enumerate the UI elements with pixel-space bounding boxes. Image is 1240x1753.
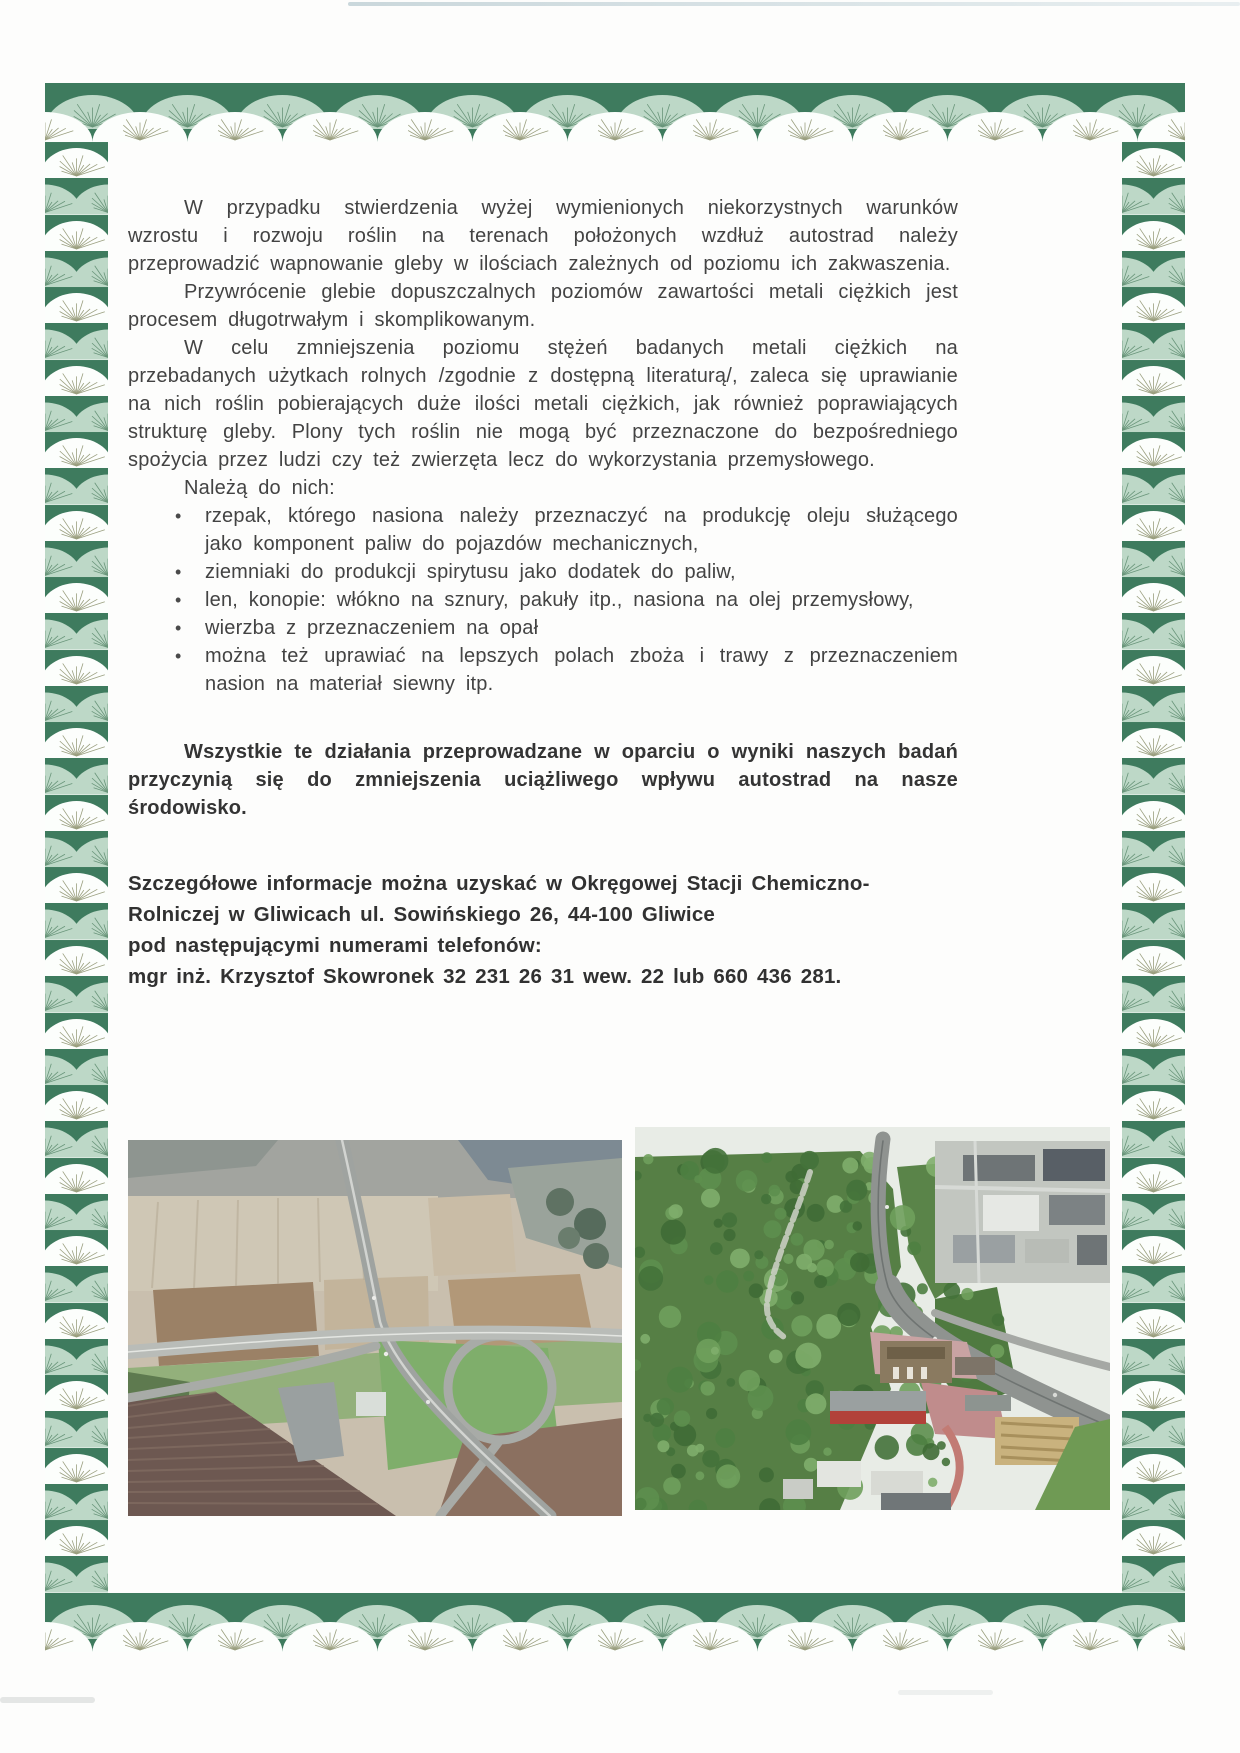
fan-pattern-tile <box>1122 1085 1185 1158</box>
list-item-text: len, konopie: włókno na sznury, pakuły itp., nasiona na olej przemysłowy, <box>205 589 914 611</box>
fan-pattern-tile <box>45 1303 108 1376</box>
fan-pattern-tile <box>45 215 108 288</box>
list-item-text: można też uprawiać na lepszych polach zboża i trawy z przeznaczeniem nasion na materiał siewny itp. <box>205 645 958 695</box>
fan-pattern-tile <box>900 83 995 142</box>
fan-pattern-tile <box>1122 940 1185 1013</box>
fan-pattern-tile <box>520 83 615 142</box>
crop-bullet-list <box>128 502 958 698</box>
list-item <box>175 586 958 614</box>
list-intro: Należą do nich: <box>184 477 335 499</box>
contact-line: pod następującymi numerami telefonów: <box>128 934 542 957</box>
decorative-border-top <box>45 83 1185 142</box>
red-roof-building <box>830 1411 926 1424</box>
fan-pattern-tile <box>1122 142 1185 215</box>
fan-pattern-tile <box>45 1593 140 1652</box>
fan-pattern-tile <box>1122 1158 1185 1231</box>
fan-pattern-tile <box>1122 360 1185 433</box>
fan-pattern-tile <box>1122 1230 1185 1303</box>
contact-line: mgr inż. Krzysztof Skowronek 32 231 26 31 wew. 22 lub 660 436 281. <box>128 965 842 988</box>
fan-pattern-tile <box>1122 650 1185 723</box>
fan-pattern-tile <box>1122 1375 1185 1448</box>
fan-pattern-tile <box>615 83 710 142</box>
fan-pattern-tile <box>45 142 108 215</box>
fan-pattern-tile <box>995 1593 1090 1652</box>
fan-pattern-tile <box>710 83 805 142</box>
fan-pattern-tile <box>1122 1520 1185 1593</box>
fan-pattern-tile <box>330 83 425 142</box>
decorative-border-left <box>45 142 108 1593</box>
bullet-icon: • <box>175 562 182 582</box>
fan-pattern-tile <box>140 83 235 142</box>
list-item-text: wierzba z przeznaczeniem na opał <box>205 617 539 639</box>
scan-artifact-bottom-left <box>0 1697 95 1703</box>
fan-pattern-tile <box>45 1448 108 1521</box>
fan-pattern-tile <box>1122 1303 1185 1376</box>
fan-pattern-tile <box>1090 83 1185 142</box>
fan-pattern-tile <box>1122 577 1185 650</box>
fan-pattern-tile <box>1122 1013 1185 1086</box>
fan-pattern-tile <box>45 1375 108 1448</box>
fan-pattern-tile <box>45 1013 108 1086</box>
fan-pattern-tile <box>140 1593 235 1652</box>
fan-pattern-tile <box>45 360 108 433</box>
aerial-photo-motorway-interchange <box>128 1140 622 1516</box>
fan-pattern-tile <box>45 1085 108 1158</box>
fan-pattern-tile <box>45 940 108 1013</box>
list-item-text: ziemniaki do produkcji spirytusu jako dodatek do paliw, <box>205 561 736 583</box>
fan-pattern-tile <box>710 1593 805 1652</box>
list-item <box>175 614 958 642</box>
fan-pattern-tile <box>1122 432 1185 505</box>
scan-artifact-bottom-right <box>898 1690 993 1695</box>
fan-pattern-tile <box>45 722 108 795</box>
fan-pattern-tile <box>1122 867 1185 940</box>
fan-pattern-tile <box>45 650 108 723</box>
list-item <box>175 502 958 558</box>
emphasis-paragraph: Wszystkie te działania przeprowadzane w oparciu o wyniki naszych badań przyczynią się do zmniejszenia uciążliwego wpływu autostrad na nasze środowisko. <box>128 741 958 819</box>
paragraph-crops: W celu zmniejszenia poziomu stężeń badanych metali ciężkich na przebadanych użytkach rolnych /zgodnie z dostępną literaturą/, zaleca się uprawianie na nich roślin pobierających duże ilości metali ciężkich, jak również poprawiających strukturę gleby. Plony tych roślin nie mogą być przeznaczone do bezpośredniego spożycia przez ludzi czy też zwierzęta lecz do wykorzystania przemysłowego. <box>128 337 958 471</box>
contact-line: Rolniczej w Gliwicach ul. Sowińskiego 26, 44-100 Gliwice <box>128 903 716 926</box>
fan-pattern-tile <box>1122 722 1185 795</box>
fan-pattern-tile <box>900 1593 995 1652</box>
bullet-icon: • <box>175 618 182 638</box>
list-item-text: rzepak, którego nasiona należy przeznaczyć na produkcję oleju służącego jako komponent paliw do pojazdów mechanicznych, <box>205 505 958 555</box>
fan-pattern-tile <box>1090 1593 1185 1652</box>
fan-pattern-tile <box>520 1593 615 1652</box>
fan-pattern-tile <box>45 83 140 142</box>
paragraph-liming: W przypadku stwierdzenia wyżej wymienionych niekorzystnych warunków wzrostu i rozwoju roślin na terenach położonych wzdłuż autostrad należy przeprowadzić wapnowanie gleby w ilościach zależnych od poziomu ich zakwaszenia. <box>128 197 958 275</box>
bullet-icon: • <box>175 506 182 526</box>
fan-pattern-tile <box>45 1520 108 1593</box>
fan-pattern-tile <box>1122 795 1185 868</box>
fan-pattern-tile <box>235 83 330 142</box>
fan-pattern-tile <box>1122 1448 1185 1521</box>
industrial-area <box>935 1141 1110 1283</box>
fan-pattern-tile <box>615 1593 710 1652</box>
fan-pattern-tile <box>1122 215 1185 288</box>
fan-pattern-tile <box>1122 287 1185 360</box>
contact-block <box>128 868 958 992</box>
scan-artifact-top <box>348 2 1240 6</box>
fan-pattern-tile <box>995 83 1090 142</box>
aerial-photo-forest-highway <box>635 1127 1110 1510</box>
fan-pattern-tile <box>425 83 520 142</box>
fan-pattern-tile <box>45 867 108 940</box>
fan-pattern-tile <box>45 287 108 360</box>
paragraph-restoration: Przywrócenie glebie dopuszczalnych poziomów zawartości metali ciężkich jest procesem długotrwałym i skomplikowanym. <box>128 281 958 331</box>
decorative-border-bottom <box>45 1593 1185 1652</box>
bullet-icon: • <box>175 646 182 666</box>
fan-pattern-tile <box>805 83 900 142</box>
fan-pattern-tile <box>45 1230 108 1303</box>
list-item <box>175 642 958 698</box>
fan-pattern-tile <box>45 795 108 868</box>
bullet-icon: • <box>175 590 182 610</box>
decorative-border-right <box>1122 142 1185 1593</box>
fan-pattern-tile <box>330 1593 425 1652</box>
fan-pattern-tile <box>235 1593 330 1652</box>
fan-pattern-tile <box>805 1593 900 1652</box>
list-item <box>175 558 958 586</box>
fan-pattern-tile <box>425 1593 520 1652</box>
fan-pattern-tile <box>45 1158 108 1231</box>
fan-pattern-tile <box>45 505 108 578</box>
fan-pattern-tile <box>1122 505 1185 578</box>
fan-pattern-tile <box>45 577 108 650</box>
fan-pattern-tile <box>45 432 108 505</box>
contact-line: Szczegółowe informacje można uzyskać w Okręgowej Stacji Chemiczno- <box>128 872 870 895</box>
